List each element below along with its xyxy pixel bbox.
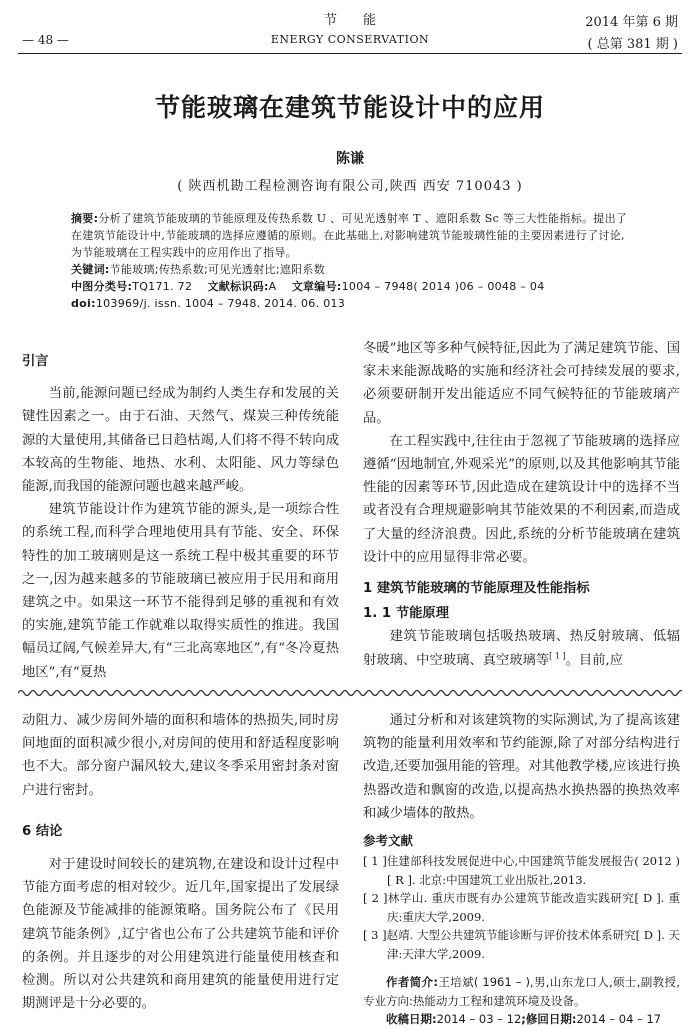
reference-list	[363, 852, 680, 963]
paragraph: 当前,能源问题已经成为制约人类生存和发展的关键性因素之一。由于石油、天然气、煤炭三种传统能源的大量使用,其储备已日趋枯竭,人们将不得不转向成本较高的生物能、地热、水利、太阳能、风力等绿色能源,而我国的能源问题也越来越严峻。	[22, 386, 339, 495]
section-heading-1: 1 建筑节能玻璃的节能原理及性能指标	[363, 581, 590, 597]
header-rule	[18, 53, 682, 54]
paragraph	[363, 625, 680, 671]
paragraph: 动阻力、减少房间外墙的面积和墙体的热损失,同时房间地面的面积减少很小,对房间的使用和舒适程度影响也不大。部分窗户漏风较大,建议冬季采用密封条对窗户进行密封。	[22, 713, 339, 798]
paragraph: 建筑节能设计作为建筑节能的源头,是一项综合性的系统工程,而科学合理地使用具有节能、安全、环保特性的加工玻璃则是这一系统工程中极其重要的环节之一,因为越来越多的节能玻璃已被应用于民用和商用建筑之中。如果这一环节不能得到足够的重视和有效的实施,建筑节能工作就难以取得实质性的推进。我国幅员辽阔,气候差异大,有“三北高寒地区”,有“冬冷夏热地区”,有“夏热	[22, 502, 339, 680]
journal-name-en: ENERGY CONSERVATION	[270, 33, 430, 46]
keywords: 节能玻璃;传热系数;可见光透射比;遮阳系数	[109, 263, 326, 276]
received-label: 收稿日期:	[386, 1012, 437, 1027]
article-no-value: 1004 – 7948( 2014 )06 – 0048 – 04	[341, 280, 545, 293]
doi-label: doi:	[71, 297, 96, 310]
total-issue-label: ( 总第 381 期 )	[587, 37, 678, 52]
affiliation: ( 陕西机勘工程检测咨询有限公司,陕西 西安 710043 )	[177, 179, 523, 194]
revised-label: ;修回日期:	[521, 1012, 577, 1027]
paragraph-tail: 。目前,应	[565, 652, 623, 668]
reference-item: [ 3 ]赵靖. 大型公共建筑节能诊断与评价技术体系研究[ D ]. 天津:天津大学,2009.	[363, 928, 680, 961]
doc-code-label: 文献标识码:	[207, 280, 269, 293]
keywords-line	[71, 261, 631, 278]
page-number: — 48 —	[22, 33, 69, 47]
column-upper-right	[363, 337, 680, 672]
paragraph: 对于建设时间较长的建筑物,在建设和设计过程中节能方面考虑的相对较少。近几年,国家提出了发展绿色能源及节能减排的能源策略。国务院公布了《民用建筑节能条例》,辽宁省也公布了公共建筑节能和评价的条例。并且逐步的对公用建筑进行能量使用核查和检测。所以对公共建筑和商用建筑的能量使用进行定期测评是十分必要的。	[22, 857, 339, 1012]
paragraph: 通过分析和对该建筑物的实际测试,为了提高该建筑物的能量利用效率和节约能源,除了对部分结构进行改造,还要加强用能的管理。对其他教学楼,应该进行换热器改造和飘窗的改造,以提高热水换热器的换热效率和减少墙体的散热。	[363, 713, 680, 821]
clc-label: 中图分类号:	[71, 280, 133, 293]
dates-line	[363, 1010, 680, 1029]
doi-line	[71, 295, 631, 312]
reference-item: [ 1 ]住建部科技发展促进中心,中国建筑节能发展报告( 2012 )[ R ]. 北京:中国建筑工业出版社,2013.	[363, 854, 680, 887]
citation-ref: [ 1 ]	[549, 651, 566, 661]
author-bio	[363, 973, 680, 1010]
bio-label: 作者简介:	[386, 975, 439, 990]
section-heading-6: 6 结论	[22, 823, 63, 839]
author-name: 陈谦	[336, 151, 364, 167]
column-lower-left	[22, 709, 339, 1015]
classification-line	[71, 278, 631, 295]
article-no-label: 文章编号:	[291, 280, 342, 293]
issue-label: 2014 年第 6 期	[585, 15, 678, 30]
subsection-heading-1-1: 1. 1 节能原理	[363, 606, 450, 622]
paragraph: 在工程实践中,往往由于忽视了节能玻璃的选择应遵循“因地制宜,外观采光”的原则,以及其他影响其节能性能的因素等环节,因此造成在建筑设计中的选择不当或者没有合理规避影响其节能效果的不利因素,而造成了大量的经济浪费。因此,系统的分析节能玻璃在建筑设计中的应用显得非常必要。	[363, 433, 680, 565]
doi-value: 103969/j. issn. 1004 – 7948. 2014. 06. 013	[95, 297, 346, 310]
journal-name-cn: 节能	[323, 13, 402, 28]
paragraph: 冬暖”地区等多种气候特征,因此为了满足建筑节能、国家未来能源战略的实施和经济社会可持续发展的要求,必须要研制开发出能适应不同气候特征的节能玻璃产品。	[363, 341, 680, 426]
column-upper-left	[22, 350, 339, 684]
paper-title: 节能玻璃在建筑节能设计中的应用	[154, 93, 545, 122]
clc-value: TQ171. 72	[132, 280, 193, 293]
abstract-body: 分析了建筑节能玻璃的节能原理及传热系数 U 、可见光透射率 T 、遮阳系数 Sc 等三大性能指标。提出了在建筑节能设计中,节能玻璃的选择应遵循的原则。在此基础上,对影响建筑节能玻璃性能的主要因素进行了讨论,为节能玻璃在工程实践中的应用作出了指导。	[71, 212, 628, 259]
wavy-separator	[18, 686, 682, 700]
section-heading-intro: 引言	[22, 354, 49, 369]
revised-date: 2014 – 04 – 17	[576, 1012, 662, 1027]
paragraph-text: 建筑节能玻璃包括吸热玻璃、热反射玻璃、低辐射玻璃、中空玻璃、真空玻璃等	[363, 629, 680, 668]
column-lower-right	[363, 709, 680, 1029]
abstract-text	[71, 210, 631, 261]
references-heading: 参考文献	[363, 833, 414, 849]
received-date: 2014 – 03 – 12	[436, 1012, 522, 1027]
abstract-block	[71, 210, 631, 312]
abstract-label: 摘要:	[71, 212, 99, 225]
doc-code-value: A	[268, 280, 277, 293]
keywords-label: 关键词:	[71, 263, 110, 276]
reference-item: [ 2 ]林学山. 重庆市既有办公建筑节能改造实践研究[ D ]. 重庆:重庆大学,2009.	[363, 891, 680, 924]
bio-text: 王培斌( 1961 – ),男,山东龙口人,硕士,副教授,专业方向:热能动力工程和建筑环境及设备。	[363, 975, 680, 1008]
